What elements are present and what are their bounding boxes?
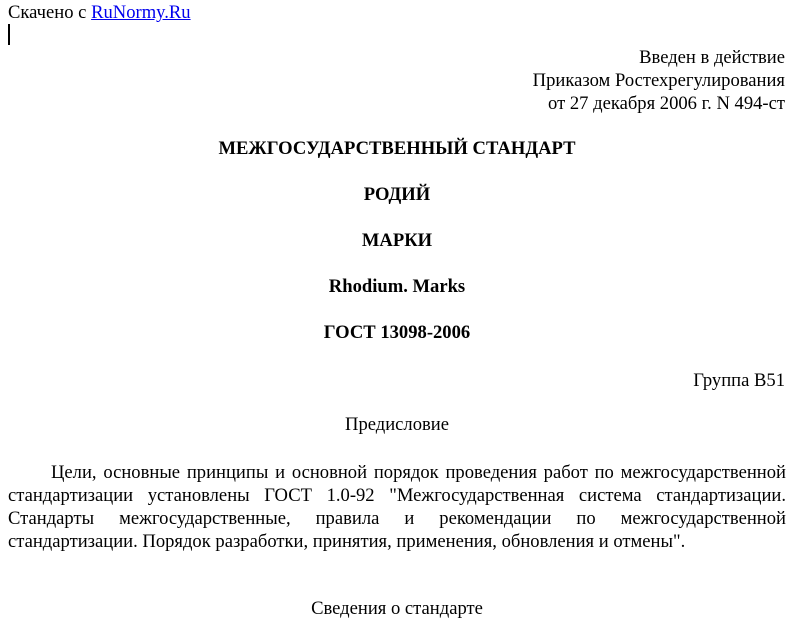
source-link[interactable]: RuNormy.Ru bbox=[91, 2, 191, 23]
enactment-line-3: от 27 декабря 2006 г. N 494-ст bbox=[548, 93, 785, 114]
classification-group: Группа В51 bbox=[693, 370, 785, 391]
standard-subname-heading: МАРКИ bbox=[361, 230, 433, 251]
text-cursor bbox=[8, 24, 10, 45]
foreword-paragraph: Цели, основные принципы и основной порядок проведения работ по межгосударственной стандартизации установлены ГОСТ 1.0-92 "Межгосударственная система стандартизации. Стандарты межгосударственные, правила и рекомендации по межгосударственной стандартизации. Порядок разработки, принятия, применения, обновления и отмены". bbox=[8, 462, 786, 552]
enactment-line-1: Введен в действие bbox=[639, 47, 785, 68]
standard-info-title: Сведения о стандарте bbox=[311, 598, 483, 619]
source-prefix: Скачено с bbox=[8, 2, 92, 23]
standard-name-heading: РОДИЙ bbox=[363, 184, 431, 205]
enactment-line-2: Приказом Ростехрегулирования bbox=[532, 70, 785, 91]
foreword-title: Предисловие bbox=[345, 414, 449, 435]
source-line bbox=[8, 1, 191, 24]
enactment-note bbox=[533, 46, 785, 115]
standard-english-heading: Rhodium. Marks bbox=[328, 276, 466, 297]
standard-type-heading: МЕЖГОСУДАРСТВЕННЫЙ СТАНДАРТ bbox=[218, 138, 576, 159]
standard-code-heading: ГОСТ 13098-2006 bbox=[323, 322, 471, 343]
